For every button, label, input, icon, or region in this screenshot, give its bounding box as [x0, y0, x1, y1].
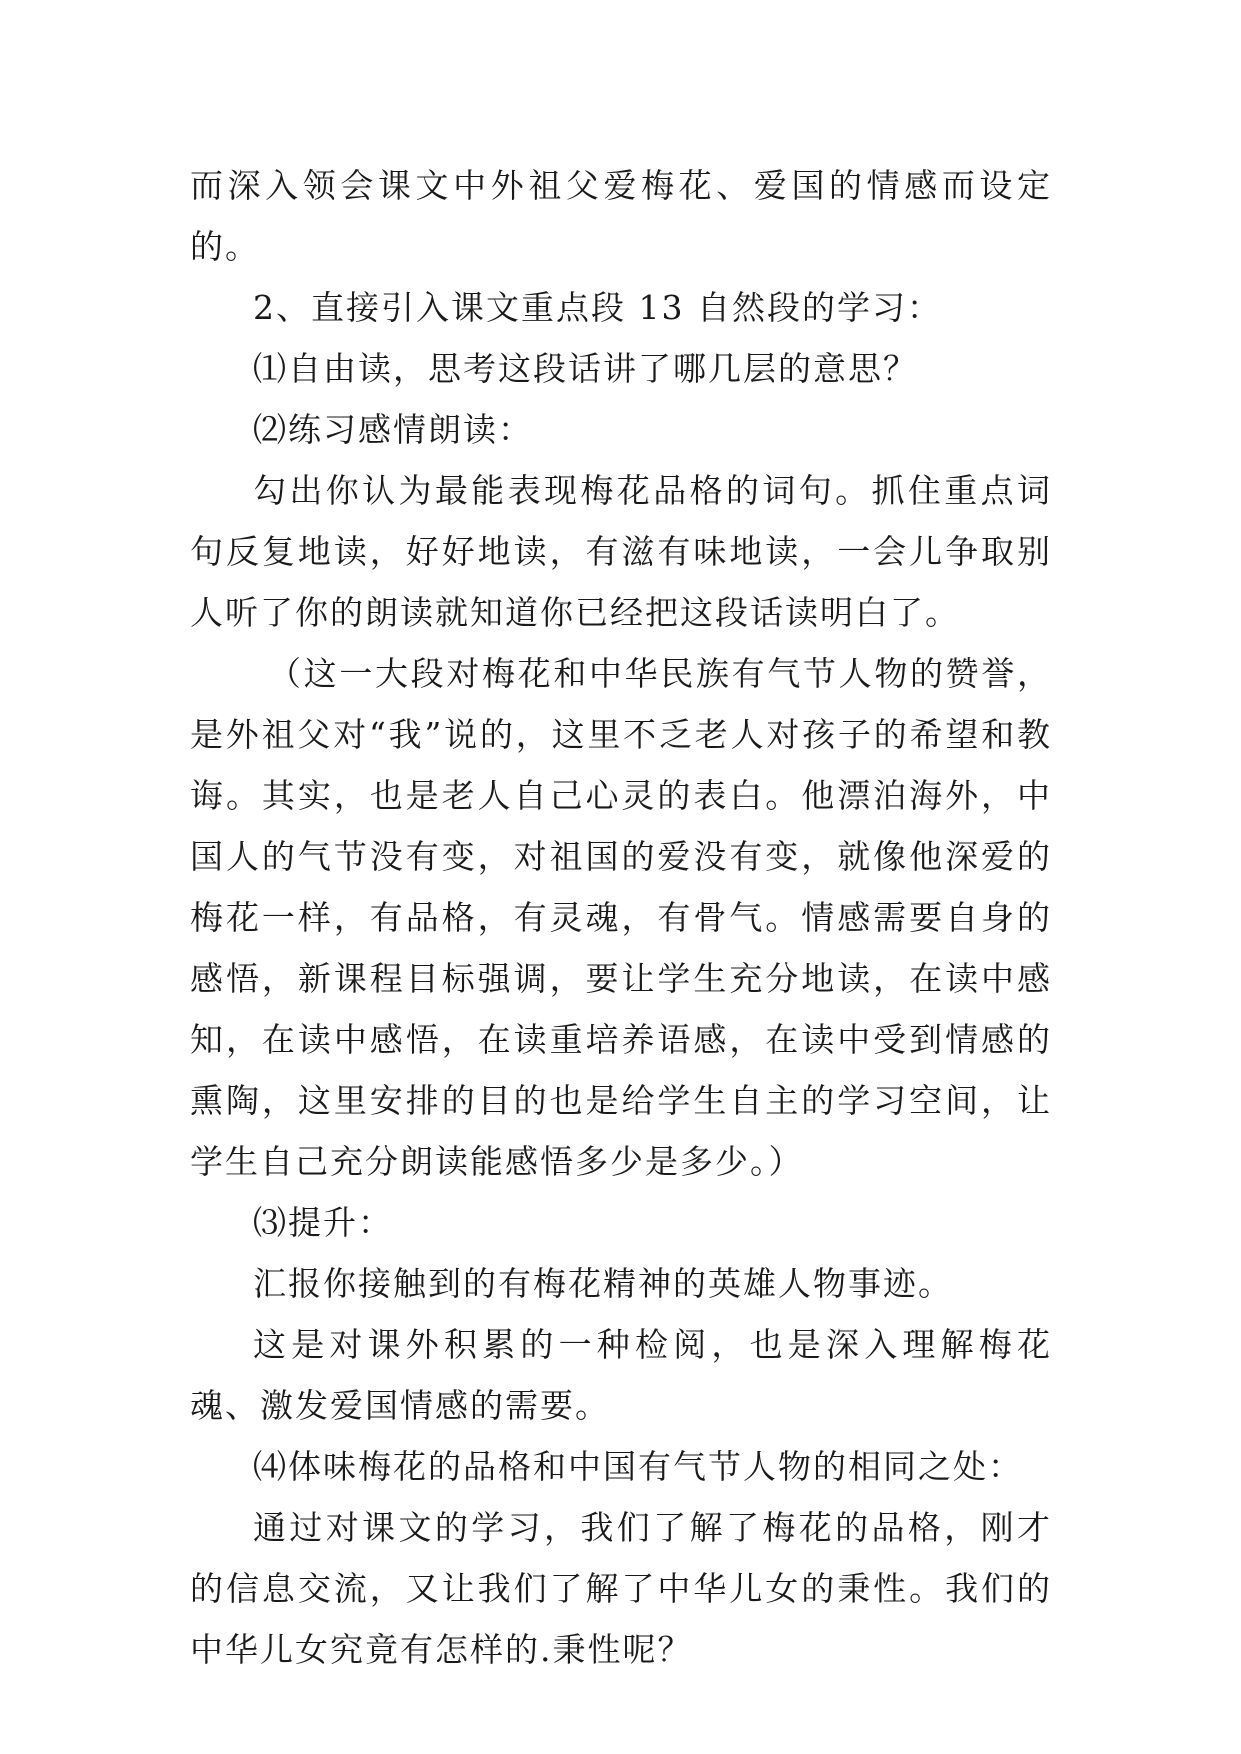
paragraph-step-2: 2、直接引入课文重点段 13 自然段的学习：: [253, 288, 942, 327]
paragraph-reading-task: 勾出你认为最能表现梅花品格的词句。抓住重点词句反复地读，好好地读，有滋有味地读，一会儿争取别人听了你的朗读就知道你已经把这段话读明白了。: [190, 471, 1052, 632]
document-page: [190, 155, 1052, 1680]
paragraph-item-4: ⑷体味梅花的品格和中国有气节人物的相同之处：: [253, 1447, 1023, 1486]
paragraph-item-1: ⑴自由读，思考这段话讲了哪几层的意思？: [253, 349, 918, 388]
paragraph-report-task: 汇报你接触到的有梅花精神的英雄人物事迹。: [253, 1264, 953, 1303]
paragraph-item-2: ⑵练习感情朗读：: [253, 410, 533, 449]
paragraph-item-3: ⑶提升：: [253, 1203, 393, 1242]
paragraph-summary: 通过对课文的学习，我们了解了梅花的品格，刚才的信息交流，又让我们了解了中华儿女的秉性。我们的中华儿女究竟有怎样的.秉性呢？: [190, 1508, 1052, 1669]
paragraph-commentary: （这一大段对梅花和中华民族有气节人物的赞誉，是外祖父对“我”说的，这里不乏老人对孩子的希望和教诲。其实，也是老人自己心灵的表白。他漂泊海外，中国人的气节没有变，对祖国的爱没有变，就像他深爱的梅花一样，有品格，有灵魂，有骨气。情感需要自身的感悟，新课程目标强调，要让学生充分地读，在读中感知，在读中感悟，在读重培养语感，在读中受到情感的熏陶，这里安排的目的也是给学生自主的学习空间，让学生自己充分朗读能感悟多少是多少。）: [190, 654, 1052, 1181]
paragraph-report-note: 这是对课外积累的一种检阅，也是深入理解梅花魂、激发爱国情感的需要。: [190, 1325, 1052, 1425]
paragraph-continuation: 而深入领会课文中外祖父爱梅花、爱国的情感而设定的。: [190, 166, 1052, 266]
